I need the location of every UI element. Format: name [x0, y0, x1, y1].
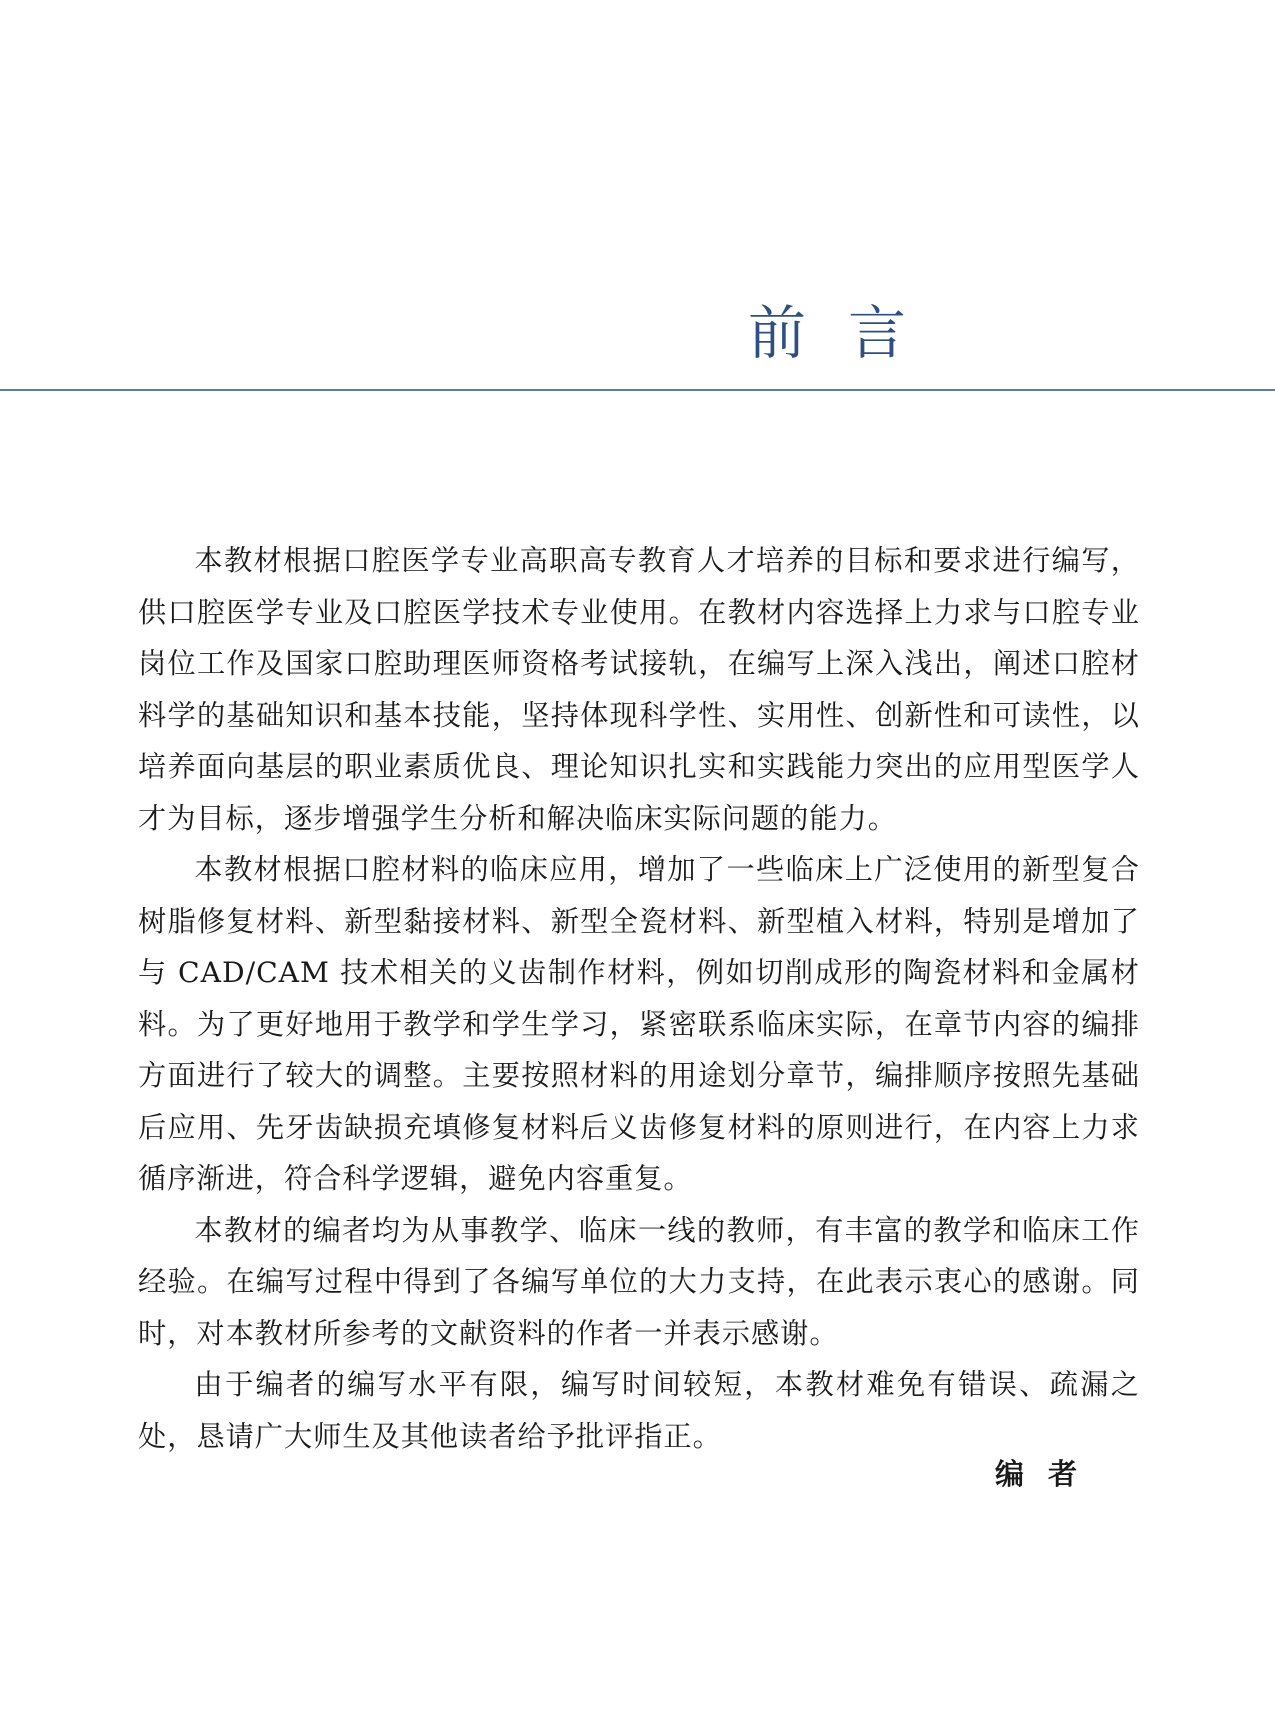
paragraph-4: 由于编者的编写水平有限，编写时间较短，本教材难免有错误、疏漏之处，恳请广大师生及其他读者给予批评指正。 [138, 1368, 1140, 1453]
paragraph-3: 本教材的编者均为从事教学、临床一线的教师，有丰富的教学和临床工作经验。在编写过程中得到了各编写单位的大力支持，在此表示衷心的感谢。同时，对本教材所参考的文献资料的作者一并表示感谢。 [138, 1213, 1140, 1350]
preface-body [138, 535, 1140, 1462]
page-title: 前言 [748, 299, 949, 367]
title-divider [0, 389, 1275, 391]
paragraph-2: 本教材根据口腔材料的临床应用，增加了一些临床上广泛使用的新型复合树脂修复材料、新型黏接材料、新型全瓷材料、新型植入材料，特别是增加了与 CAD/CAM 技术相关的义齿制作材料，例如切削成形的陶瓷材料和金属材料。为了更好地用于教学和学生学习，紧密联系临床实际，在章节内容的编排方面进行了较大的调整。主要按照材料的用途划分章节，编排顺序按照先基础后应用、先牙齿缺损充填修复材料后义齿修复材料的原则进行，在内容上力求循序渐进，符合科学逻辑，避免内容重复。 [138, 853, 1140, 1195]
paragraph-1: 本教材根据口腔医学专业高职高专教育人才培养的目标和要求进行编写，供口腔医学专业及口腔医学技术专业使用。在教材内容选择上力求与口腔专业岗位工作及国家口腔助理医师资格考试接轨，在编写上深入浅出，阐述口腔材料学的基础知识和基本技能，坚持体现科学性、实用性、创新性和可读性，以培养面向基层的职业素质优良、理论知识扎实和实践能力突出的应用型医学人才为目标，逐步增强学生分析和解决临床实际问题的能力。 [138, 544, 1140, 835]
signature: 编者 [995, 1457, 1102, 1491]
